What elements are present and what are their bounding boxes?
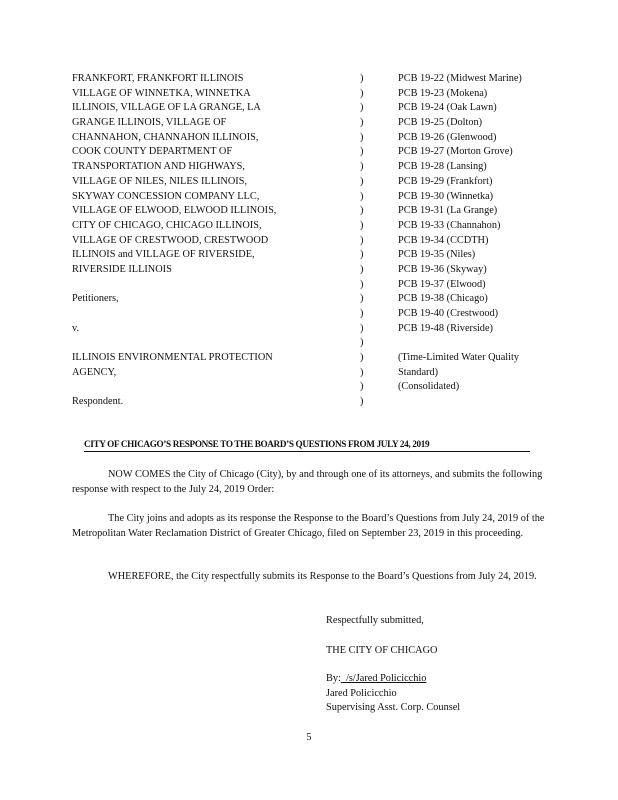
body-paragraph: NOW COMES the City of Chicago (City), by and through one of its attorneys, and submits the following response with respect to the July 24, 2019 Order: xyxy=(72,469,543,495)
caption-paren: ) xyxy=(360,87,364,99)
caption-row xyxy=(72,190,552,205)
caption-case-number: PCB 19-36 (Skyway) xyxy=(398,263,487,275)
caption-paren: ) xyxy=(360,117,364,129)
caption-paren: ) xyxy=(360,146,364,158)
caption-row xyxy=(72,248,552,263)
caption-paren: ) xyxy=(360,278,364,290)
caption-case-number: PCB 19-35 (Niles) xyxy=(398,249,476,261)
caption-case-number: PCB 19-24 (Oak Lawn) xyxy=(398,102,497,114)
caption-row xyxy=(72,160,552,175)
caption-row xyxy=(72,395,552,410)
caption-party: COOK COUNTY DEPARTMENT OF xyxy=(72,146,233,158)
caption-row xyxy=(72,351,552,366)
signature-by-line xyxy=(326,672,426,687)
caption-paren: ) xyxy=(360,102,364,114)
caption-paren: ) xyxy=(360,381,364,393)
caption-case-number: PCB 19-25 (Dolton) xyxy=(398,117,483,129)
caption-case-number: PCB 19-28 (Lansing) xyxy=(398,161,487,173)
caption-party: VILLAGE OF NILES, NILES ILLINOIS, xyxy=(72,175,248,187)
caption-row xyxy=(72,322,552,337)
caption-party: GRANGE ILLINOIS, VILLAGE OF xyxy=(72,117,227,129)
caption-row xyxy=(72,336,552,351)
caption-row xyxy=(72,307,552,322)
caption-party: CHANNAHON, CHANNAHON ILLINOIS, xyxy=(72,131,259,143)
caption-row xyxy=(72,175,552,190)
caption-paren: ) xyxy=(360,396,364,408)
caption-paren: ) xyxy=(360,73,364,84)
caption-paren: ) xyxy=(360,219,364,231)
document-heading: CITY OF CHICAGO’S RESPONSE TO THE BOARD’S QUESTIONS FROM JULY 24, 2019 xyxy=(84,438,530,452)
caption-row xyxy=(72,278,552,293)
caption-row xyxy=(72,366,552,381)
caption-paren: ) xyxy=(360,249,364,261)
signer-name: Jared Policicchio xyxy=(326,687,397,699)
page-number: 5 xyxy=(306,732,312,743)
caption-row xyxy=(72,145,552,160)
caption-paren: ) xyxy=(360,205,364,217)
caption-paren: ) xyxy=(360,352,364,364)
caption-party: Respondent. xyxy=(72,396,124,408)
caption-party: TRANSPORTATION AND HIGHWAYS, xyxy=(72,161,245,173)
caption-row xyxy=(72,87,552,102)
caption-case-number: PCB 19-22 (Midwest Marine) xyxy=(398,73,522,84)
caption-paren: ) xyxy=(360,293,364,305)
caption-party: VILLAGE OF ELWOOD, ELWOOD ILLINOIS, xyxy=(72,205,277,217)
caption-paren: ) xyxy=(360,131,364,143)
caption-paren: ) xyxy=(360,263,364,275)
caption-row xyxy=(72,380,552,395)
caption-paren: ) xyxy=(360,175,364,187)
caption-row xyxy=(72,219,552,234)
caption-party: FRANKFORT, FRANKFORT ILLINOIS xyxy=(72,73,244,84)
signature-line: _/s/Jared Policicchio xyxy=(340,673,427,684)
caption-case-number: (Time-Limited Water Quality xyxy=(398,352,519,364)
caption-case-number: PCB 19-40 (Crestwood) xyxy=(398,308,499,319)
caption-case-number: PCB 19-34 (CCDTH) xyxy=(398,234,489,246)
caption-case-number: Standard) xyxy=(398,366,439,378)
caption-row xyxy=(72,101,552,116)
signature-entity: THE CITY OF CHICAGO xyxy=(326,645,438,656)
caption-case-number: PCB 19-23 (Mokena) xyxy=(398,87,488,99)
caption-party: ILLINOIS and VILLAGE OF RIVERSIDE, xyxy=(72,249,255,261)
caption-row xyxy=(72,204,552,219)
caption-paren: ) xyxy=(360,308,364,319)
signature-by-label: By: xyxy=(326,673,341,684)
caption-party: Petitioners, xyxy=(72,293,119,305)
caption-party: VILLAGE OF WINNETKA, WINNETKA xyxy=(72,87,251,99)
caption-party: ILLINOIS ENVIRONMENTAL PROTECTION xyxy=(72,352,273,364)
caption-paren: ) xyxy=(360,190,364,202)
caption-case-number: PCB 19-30 (Winnetka) xyxy=(398,190,494,202)
caption-case-number: PCB 19-48 (Riverside) xyxy=(398,322,493,334)
caption-party: SKYWAY CONCESSION COMPANY LLC, xyxy=(72,190,260,202)
caption-case-number: (Consolidated) xyxy=(398,381,460,393)
body-paragraph: The City joins and adopts as its response the Response to the Board’s Questions from July 24, 2019 of the Metropolitan Water Reclamation District of Greater Chicago, filed on September 23, 2019 in this proceeding. xyxy=(72,513,545,539)
caption-party: AGENCY, xyxy=(72,366,117,378)
signer-title: Supervising Asst. Corp. Counsel xyxy=(326,702,461,714)
caption-row xyxy=(72,131,552,146)
caption-case-number: PCB 19-27 (Morton Grove) xyxy=(398,146,513,158)
body-paragraph: WHEREFORE, the City respectfully submits its Response to the Board’s Questions from July 24, 2019. xyxy=(108,571,537,582)
signature-closing: Respectfully submitted, xyxy=(326,615,424,626)
caption-case-number: PCB 19-31 (La Grange) xyxy=(398,205,498,217)
caption-case-number: PCB 19-29 (Frankfort) xyxy=(398,175,493,187)
caption-row xyxy=(72,292,552,307)
caption-party: CITY OF CHICAGO, CHICAGO ILLINOIS, xyxy=(72,219,262,231)
caption-row xyxy=(72,116,552,131)
caption-row xyxy=(72,263,552,278)
caption-paren: ) xyxy=(360,337,364,349)
caption-case-number: PCB 19-37 (Elwood) xyxy=(398,278,486,290)
caption-paren: ) xyxy=(360,161,364,173)
caption-paren: ) xyxy=(360,234,364,246)
caption-case-number: PCB 19-38 (Chicago) xyxy=(398,293,488,305)
caption-paren: ) xyxy=(360,366,364,378)
caption-case-number: PCB 19-33 (Channahon) xyxy=(398,219,501,231)
caption-paren: ) xyxy=(360,322,364,334)
case-caption xyxy=(72,72,552,410)
caption-party: RIVERSIDE ILLINOIS xyxy=(72,263,172,275)
caption-party: v. xyxy=(72,322,80,334)
caption-row xyxy=(72,72,552,87)
caption-party: VILLAGE OF CRESTWOOD, CRESTWOOD xyxy=(72,234,269,246)
caption-case-number: PCB 19-26 (Glenwood) xyxy=(398,131,497,143)
caption-row xyxy=(72,234,552,249)
caption-party: ILLINOIS, VILLAGE OF LA GRANGE, LA xyxy=(72,102,261,114)
